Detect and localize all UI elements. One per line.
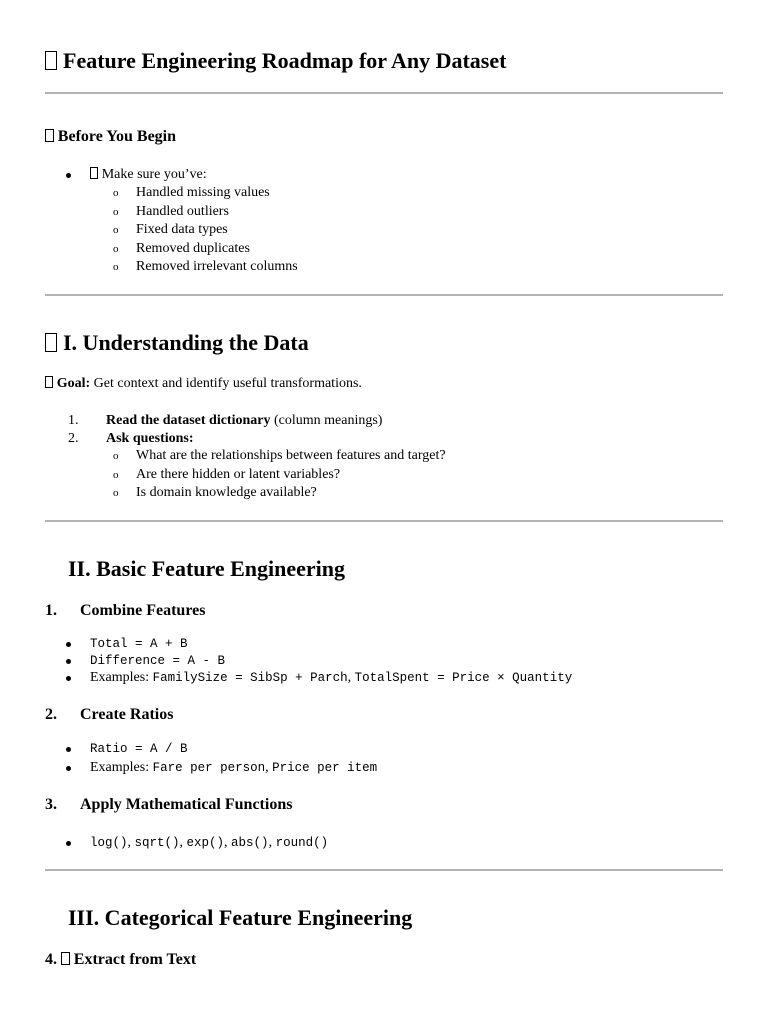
step-item: Ask questions: bbox=[106, 431, 194, 446]
question-item: Is domain knowledge available? bbox=[136, 485, 317, 500]
step-number: 2. bbox=[68, 431, 79, 446]
list-item: Removed duplicates bbox=[136, 241, 250, 256]
basic-heading: II. Basic Feature Engineering bbox=[68, 556, 346, 581]
section-number: 1. bbox=[45, 602, 57, 619]
list-item: Removed irrelevant columns bbox=[136, 259, 298, 274]
section-title: Combine Features bbox=[80, 602, 206, 619]
list-item: Examples: FamilySize = SibSp + Parch, TotalSpent = Price × Quantity bbox=[90, 670, 573, 685]
list-item: Ratio = A / B bbox=[90, 742, 188, 756]
list-item: Handled outliers bbox=[136, 204, 229, 219]
question-item: What are the relationships between features and target? bbox=[136, 448, 446, 463]
list-item: Fixed data types bbox=[136, 222, 228, 237]
document-title: Feature Engineering Roadmap for Any Dataset bbox=[45, 48, 506, 74]
divider bbox=[45, 869, 723, 871]
missing-glyph-icon bbox=[45, 333, 57, 352]
divider bbox=[45, 520, 723, 522]
divider bbox=[45, 92, 723, 94]
missing-glyph-icon bbox=[61, 952, 70, 966]
list-item: Total = A + B bbox=[90, 637, 188, 651]
list-item: Difference = A - B bbox=[90, 654, 226, 668]
divider bbox=[45, 294, 723, 296]
bullet bbox=[66, 166, 71, 184]
before-heading: Before You Begin bbox=[45, 127, 176, 147]
list-item: Handled missing values bbox=[136, 185, 270, 200]
document-page: Feature Engineering Roadmap for Any Dataset Before You Begin Make sure you’ve: o Handled missing values o Handled outliers o Fixed data types o Removed duplicates o Removed irrelevant columns I. Understanding the Data Goal: Get context and identify useful transformations. 1. Read the dataset dictionary (column meanings) 2. Ask questions: o What are the relationships between features and target? o Are there hidden or latent variables? o Is domain knowledge available? II. Basic Feature Engineering 1. Combine Features Total = A + B Difference = A - B Examples: FamilySize = SibSp + Parch, TotalSpent = Price × Quantity 2. Create Ratios Ratio = A / B Examples: Fare per person, Price per item 3. Apply Mathematical Functions log(), sqrt(), exp(), abs(), round() III. Categorical Feature Engineering 4. Extract from Text bbox=[0, 0, 768, 1024]
missing-glyph-icon bbox=[45, 51, 57, 70]
goal-line: Goal: Get context and identify useful transformations. bbox=[45, 375, 362, 393]
section-number: 2. bbox=[45, 706, 57, 723]
step-item: Read the dataset dictionary (column meanings) bbox=[106, 413, 383, 428]
missing-glyph-icon bbox=[45, 129, 54, 143]
understanding-heading: I. Understanding the Data bbox=[45, 330, 309, 356]
list-item: log(), sqrt(), exp(), abs(), round() bbox=[90, 835, 329, 850]
section-title: Apply Mathematical Functions bbox=[80, 796, 293, 813]
list-item: Examples: Fare per person, Price per item bbox=[90, 760, 378, 775]
makesure-item: Make sure you’ve: bbox=[90, 166, 207, 184]
step-number: 1. bbox=[68, 413, 79, 428]
section-heading: 4. Extract from Text bbox=[45, 951, 197, 968]
missing-glyph-icon bbox=[45, 376, 53, 388]
section-number: 3. bbox=[45, 796, 57, 813]
categorical-heading: III. Categorical Feature Engineering bbox=[68, 905, 413, 930]
question-item: Are there hidden or latent variables? bbox=[136, 467, 341, 482]
missing-glyph-icon bbox=[90, 167, 98, 179]
section-title: Create Ratios bbox=[80, 706, 174, 723]
